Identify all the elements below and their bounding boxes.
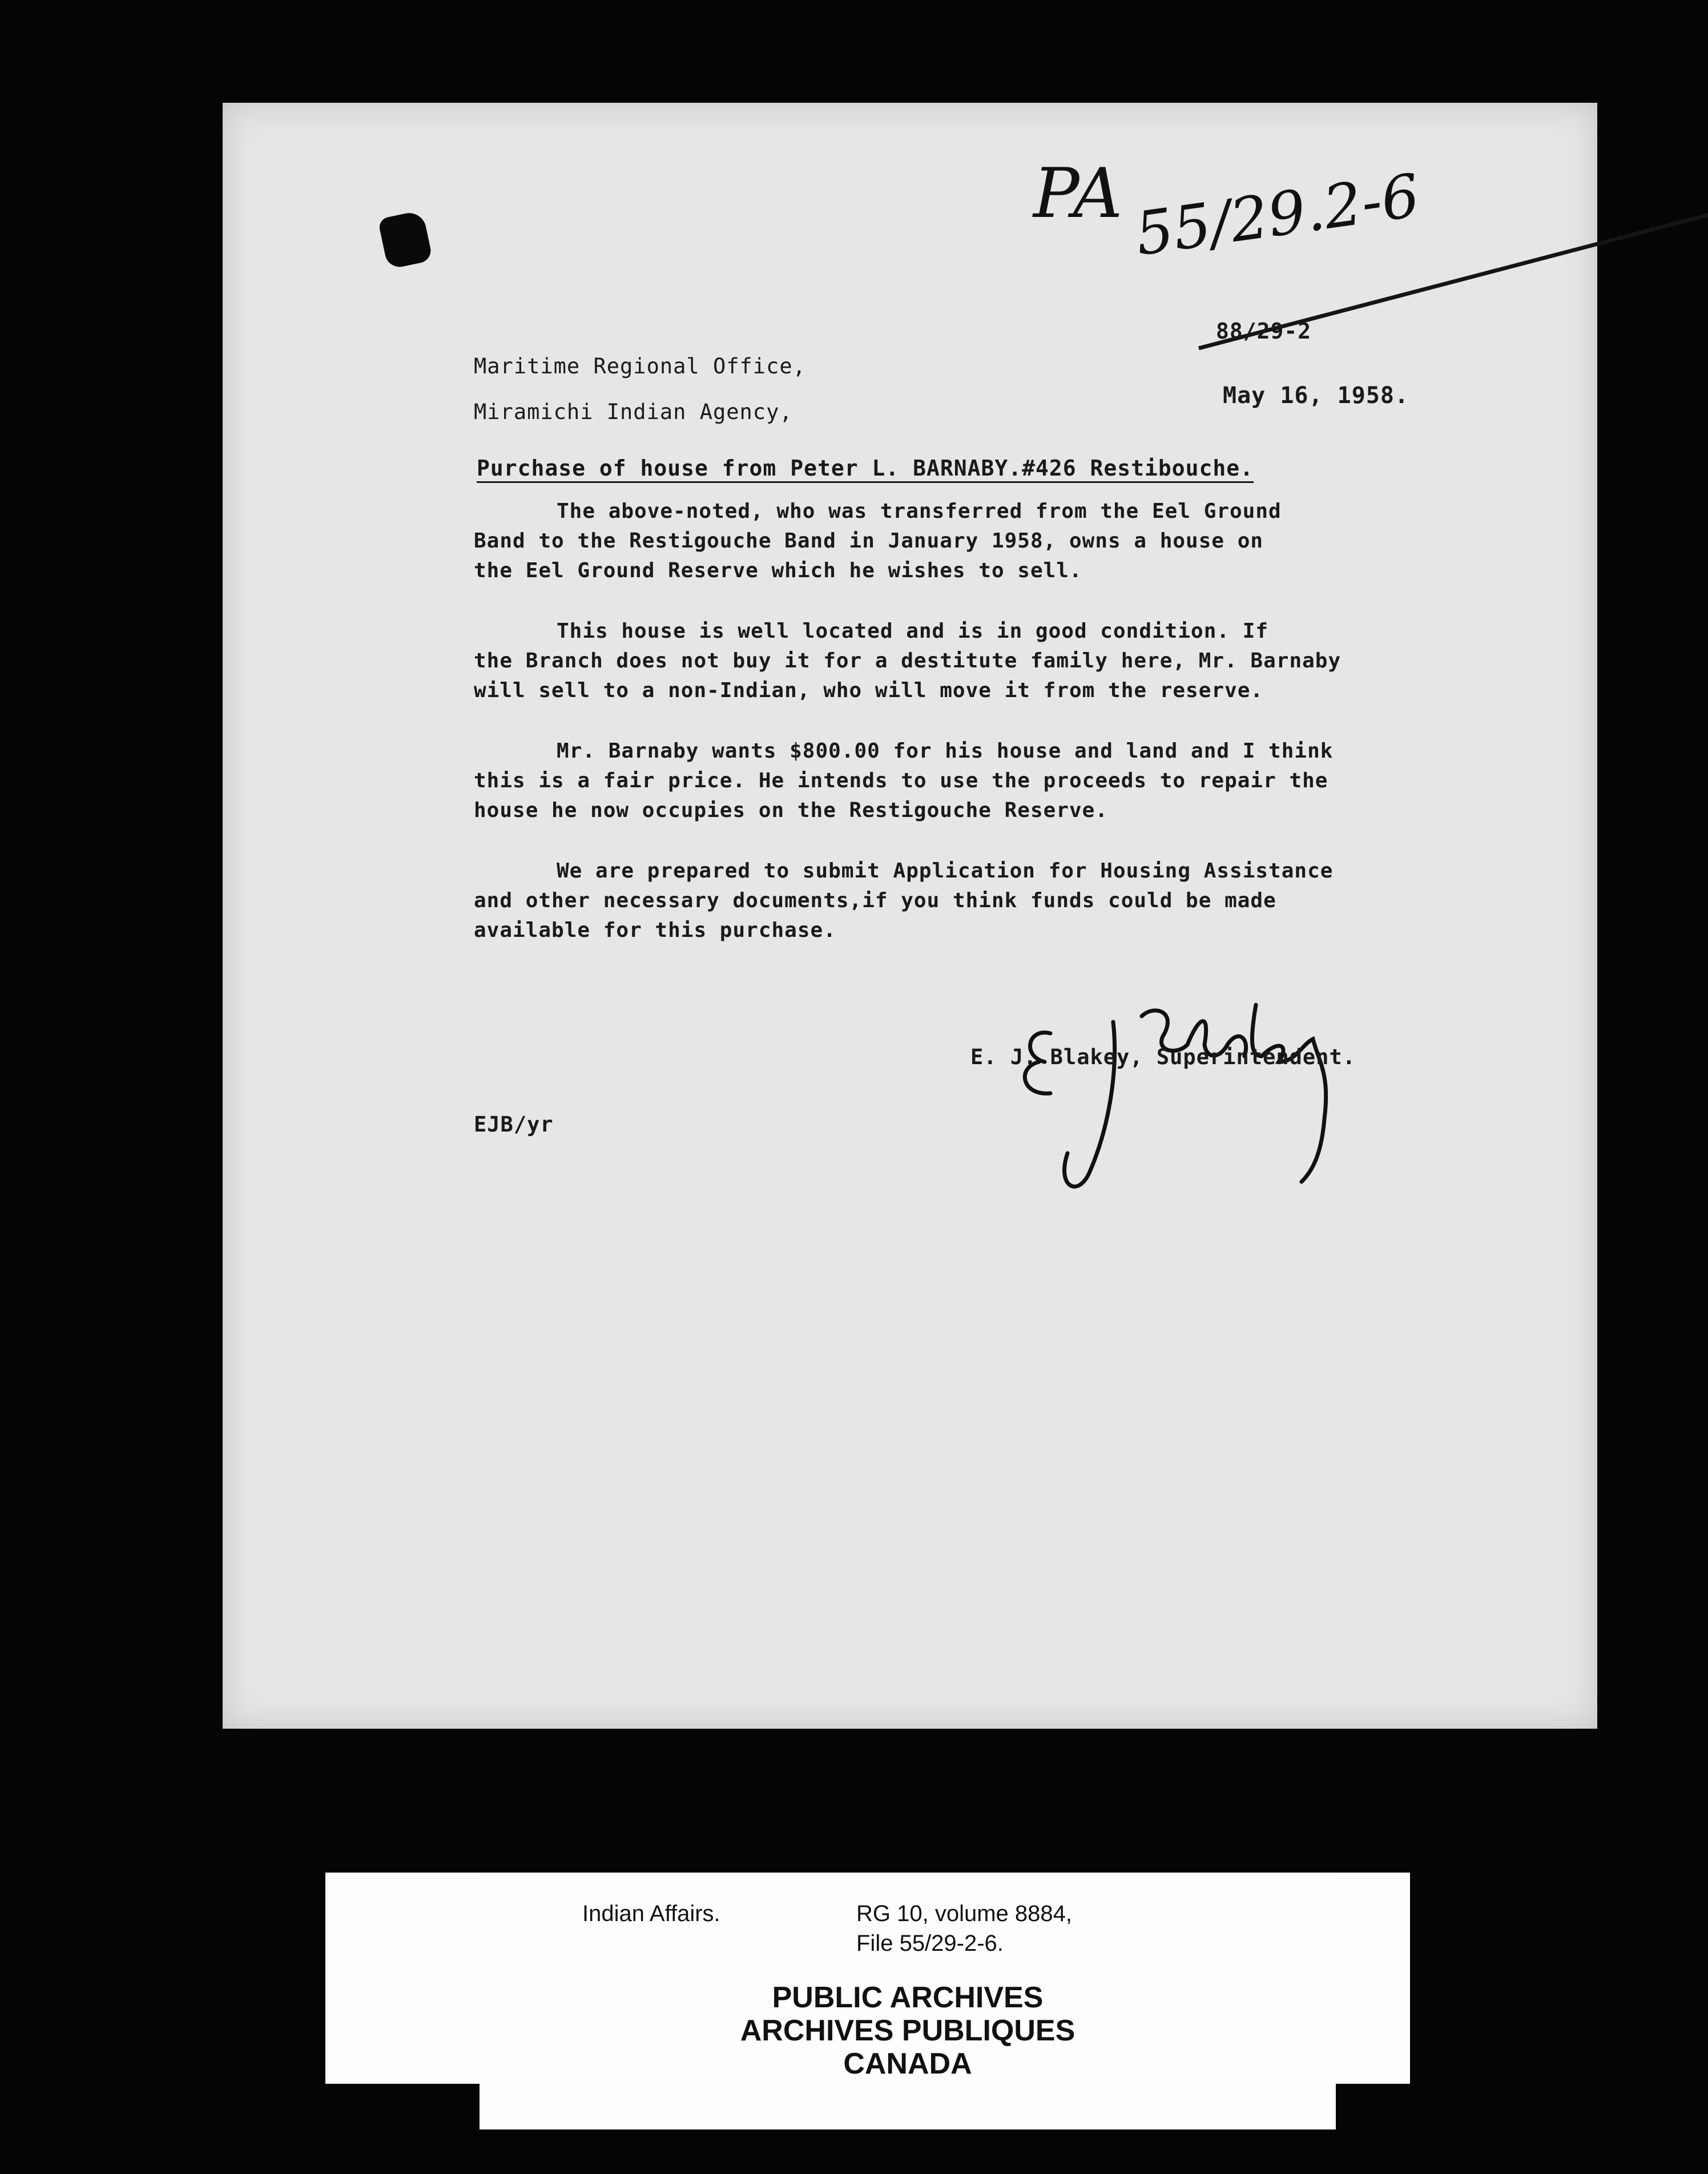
paragraph-3 — [474, 736, 1333, 826]
reference-line-2: File 55/29-2-6. — [856, 1931, 1004, 1956]
letter-date: May 16, 1958. — [1223, 383, 1409, 409]
paragraph-line: will sell to a non-Indian, who will move it from the reserve. — [474, 679, 1264, 702]
typist-initials: EJB/yr — [474, 1112, 554, 1137]
handwritten-prefix: PA — [1033, 154, 1123, 233]
archive-label — [480, 1878, 1336, 2129]
paragraph-line: Mr. Barnaby wants $800.00 for his house and land and I think — [557, 739, 1334, 763]
collection-name: Indian Affairs. — [582, 1901, 720, 1926]
letter-subject: Purchase of house from Peter L. BARNABY.#426 Restibouche. — [477, 456, 1254, 481]
archive-name-fr: ARCHIVES PUBLIQUES — [740, 2014, 1075, 2047]
paragraph-line: We are prepared to submit Application for Housing Assistance — [557, 859, 1334, 883]
archive-name — [480, 1981, 1336, 2080]
paragraph-4 — [474, 856, 1333, 945]
paragraph-line: the Branch does not buy it for a destitute family here, Mr. Barnaby — [474, 649, 1342, 673]
handwritten-file-number: 55/29.2-6 — [1131, 160, 1424, 269]
paragraph-line: house he now occupies on the Restigouche Reserve. — [474, 799, 1109, 822]
paragraph-line: This house is well located and is in good condition. If — [557, 619, 1269, 643]
paragraph-line: and other necessary documents,if you think funds could be made — [474, 889, 1276, 912]
paragraph-line: available for this purchase. — [474, 919, 836, 942]
punch-hole — [378, 210, 433, 270]
handwritten-signature — [982, 982, 1393, 1279]
archive-name-en: PUBLIC ARCHIVES — [772, 1981, 1044, 2014]
paragraph-line: the Eel Ground Reserve which he wishes to sell. — [474, 559, 1082, 582]
paragraph-2 — [474, 617, 1341, 706]
addressee-line-1: Maritime Regional Office, — [474, 354, 806, 379]
paragraph-line: The above-noted, who was transferred from the Eel Ground — [557, 500, 1282, 523]
signatory-line: E. J. Blakey, Superintendent. — [970, 1045, 1356, 1069]
letter-page — [223, 103, 1597, 1729]
archive-country: CANADA — [843, 2047, 972, 2080]
paragraph-line: Band to the Restigouche Band in January 1958, owns a house on — [474, 529, 1264, 553]
paragraph-line: this is a fair price. He intends to use the proceeds to repair the — [474, 769, 1328, 792]
paragraph-1 — [474, 497, 1282, 586]
reference-line-1: RG 10, volume 8884, — [856, 1901, 1072, 1926]
typed-reference: 88/29-2 — [1216, 319, 1312, 344]
addressee-line-2: Miramichi Indian Agency, — [474, 400, 793, 424]
